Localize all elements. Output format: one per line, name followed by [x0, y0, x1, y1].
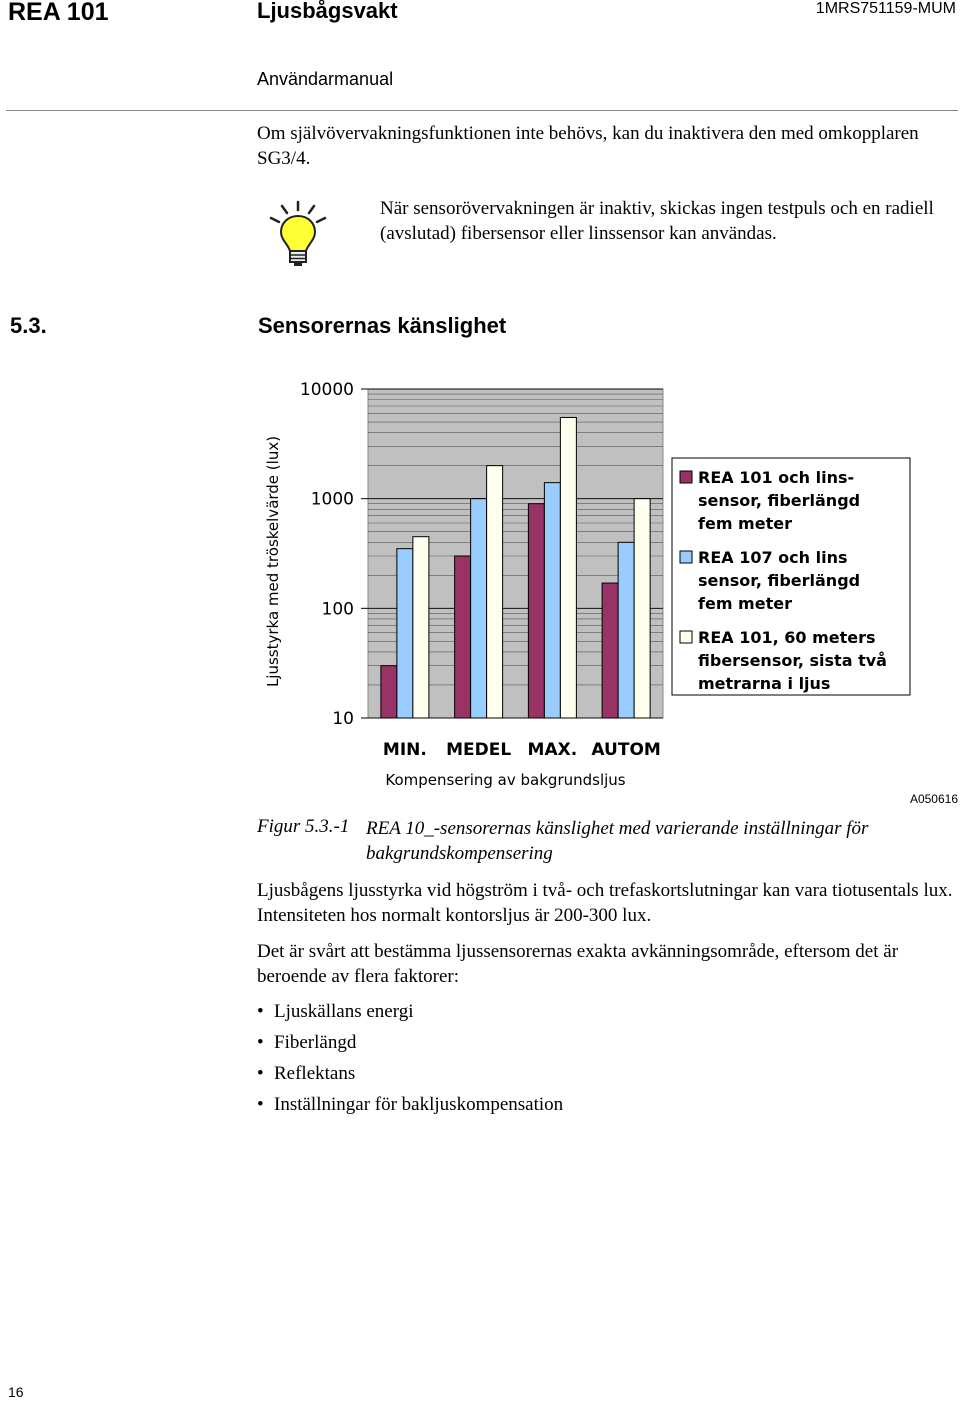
y-axis-label: Ljusstyrka med tröskelvärde (lux) [264, 435, 282, 688]
y-tick-label: 1000 [310, 489, 354, 510]
bar-min-series-1 [381, 666, 397, 718]
list-item: • Reflektans [257, 1063, 356, 1084]
bar-max-series-2 [544, 483, 560, 718]
legend-entry-text: REA 101 och lins- [698, 468, 855, 487]
bar-medel-series-1 [455, 556, 471, 718]
sensitivity-chart [258, 370, 918, 795]
bar-autom-series-3 [634, 499, 650, 718]
bar-min-series-3 [413, 537, 429, 718]
x-category-label: AUTOM [591, 740, 661, 760]
lightbulb-icon [268, 200, 328, 273]
page-number: 16 [8, 1384, 24, 1400]
x-category-label: MEDEL [446, 740, 512, 760]
legend-entry-text: sensor, fiberlängd [698, 571, 861, 590]
bar-max-series-1 [528, 504, 544, 718]
list-item: • Ljuskällans energi [257, 1001, 414, 1022]
bar-autom-series-1 [602, 583, 618, 718]
x-category-label: MIN. [382, 740, 427, 760]
legend-swatch [680, 631, 692, 643]
document-subtitle: Användarmanual [257, 69, 394, 89]
product-name: REA 101 [8, 0, 109, 26]
figure-code: A050616 [909, 792, 958, 806]
bar-min-series-2 [397, 549, 413, 718]
section-title: Sensorernas känslighet [258, 313, 507, 338]
bullet-icon: • [257, 1001, 264, 1022]
y-tick-label: 10000 [299, 380, 354, 400]
bar-autom-series-2 [618, 542, 634, 718]
x-category-label: MAX. [527, 740, 578, 760]
bullet-icon: • [257, 1094, 264, 1115]
legend-entry-text: metrarna i ljus [698, 674, 831, 693]
factor-list [257, 999, 563, 1123]
y-tick-label: 10 [332, 709, 354, 729]
legend-swatch [680, 551, 692, 563]
section-number: 5.3. [10, 313, 47, 338]
legend-entry-text: fibersensor, sista två [698, 651, 887, 670]
bar-max-series-3 [560, 417, 576, 718]
legend-entry-text: REA 101, 60 meters [698, 628, 876, 647]
chart-svg [258, 370, 918, 790]
bar-medel-series-2 [471, 499, 487, 718]
bullet-icon: • [257, 1032, 264, 1053]
document-title: Ljusbågsvakt [257, 0, 398, 23]
bar-medel-series-3 [487, 466, 503, 718]
legend-entry-text: fem meter [698, 594, 792, 613]
paragraph-factors: Det är svårt att bestämma ljussensorernas exakta avkänningsområde, eftersom det är beroende av flera faktorer: [257, 941, 899, 987]
note-text: När sensorövervakningen är inaktiv, skickas ingen testpuls och en radiell (avslutad) fibersensor eller linssensor kan användas. [380, 198, 934, 244]
legend-entry-text: fem meter [698, 514, 792, 533]
header-rule [6, 110, 958, 111]
paragraph-light-intensity: Ljusbågens ljusstyrka vid högström i två- och trefaskortslutningar kan vara tiotusentals lux. Intensiteten hos normalt kontorsljus är 200-300 lux. [257, 880, 953, 926]
legend-entry-text: REA 107 och lins [698, 548, 848, 567]
intro-paragraph: Om självövervakningsfunktionen inte behövs, kan du inaktivera den med omkopplaren SG3/4. [257, 123, 919, 169]
figure-caption: REA 10_-sensorernas känslighet med varierande inställningar för bakgrundskompensering [366, 818, 869, 864]
legend-swatch [680, 471, 692, 483]
y-tick-label: 100 [321, 599, 354, 620]
list-item: • Inställningar för bakljuskompensation [257, 1094, 564, 1115]
figure-label: Figur 5.3.-1 [257, 816, 350, 837]
bullet-icon: • [257, 1063, 264, 1084]
legend-entry-text: sensor, fiberlängd [698, 491, 861, 510]
document-id: 1MRS751159-MUM [815, 0, 956, 17]
x-axis-label: Kompensering av bakgrundsljus [385, 771, 626, 789]
list-item: • Fiberlängd [257, 1032, 357, 1053]
